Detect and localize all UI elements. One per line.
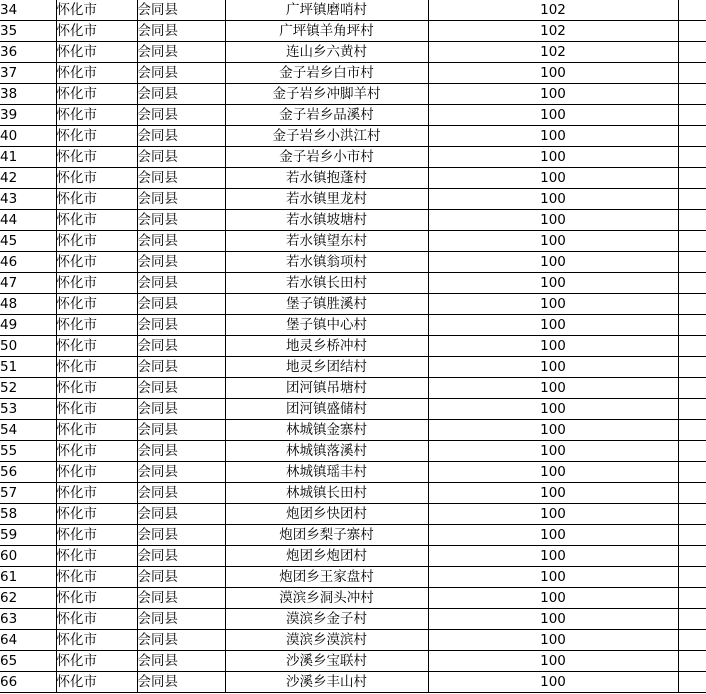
row-number-cell: 62 bbox=[0, 588, 56, 609]
county-cell: 会同县 bbox=[137, 210, 225, 231]
county-cell: 会同县 bbox=[137, 420, 225, 441]
table-row bbox=[0, 378, 706, 399]
village-cell: 沙溪乡宝联村 bbox=[225, 651, 428, 672]
table-row bbox=[0, 147, 706, 168]
empty-cell bbox=[678, 483, 706, 504]
row-number-cell: 36 bbox=[0, 42, 56, 63]
city-cell: 怀化市 bbox=[56, 168, 137, 189]
county-cell: 会同县 bbox=[137, 546, 225, 567]
value-cell: 100 bbox=[428, 294, 678, 315]
row-number-cell: 53 bbox=[0, 399, 56, 420]
village-cell: 连山乡六黄村 bbox=[225, 42, 428, 63]
table-row bbox=[0, 252, 706, 273]
value-cell: 100 bbox=[428, 378, 678, 399]
value-cell: 102 bbox=[428, 0, 678, 21]
empty-cell bbox=[678, 609, 706, 630]
value-cell: 100 bbox=[428, 147, 678, 168]
value-cell: 100 bbox=[428, 63, 678, 84]
value-cell: 100 bbox=[428, 168, 678, 189]
value-cell: 100 bbox=[428, 357, 678, 378]
village-cell: 漠滨乡金子村 bbox=[225, 609, 428, 630]
village-cell: 团河镇盛储村 bbox=[225, 399, 428, 420]
county-cell: 会同县 bbox=[137, 630, 225, 651]
village-cell: 若水镇翁项村 bbox=[225, 252, 428, 273]
row-number-cell: 54 bbox=[0, 420, 56, 441]
county-cell: 会同县 bbox=[137, 399, 225, 420]
value-cell: 100 bbox=[428, 609, 678, 630]
empty-cell bbox=[678, 504, 706, 525]
value-cell: 100 bbox=[428, 588, 678, 609]
county-cell: 会同县 bbox=[137, 252, 225, 273]
village-cell: 广坪镇磨哨村 bbox=[225, 0, 428, 21]
value-cell: 100 bbox=[428, 525, 678, 546]
table-row bbox=[0, 630, 706, 651]
row-number-cell: 38 bbox=[0, 84, 56, 105]
village-cell: 若水镇望东村 bbox=[225, 231, 428, 252]
village-cell: 地灵乡团结村 bbox=[225, 357, 428, 378]
table-row bbox=[0, 126, 706, 147]
row-number-cell: 40 bbox=[0, 126, 56, 147]
village-cell: 若水镇长田村 bbox=[225, 273, 428, 294]
row-number-cell: 61 bbox=[0, 567, 56, 588]
empty-cell bbox=[678, 546, 706, 567]
value-cell: 100 bbox=[428, 567, 678, 588]
village-cell: 炮团乡王家盘村 bbox=[225, 567, 428, 588]
value-cell: 100 bbox=[428, 420, 678, 441]
row-number-cell: 47 bbox=[0, 273, 56, 294]
city-cell: 怀化市 bbox=[56, 420, 137, 441]
county-cell: 会同县 bbox=[137, 357, 225, 378]
county-cell: 会同县 bbox=[137, 84, 225, 105]
row-number-cell: 60 bbox=[0, 546, 56, 567]
city-cell: 怀化市 bbox=[56, 105, 137, 126]
city-cell: 怀化市 bbox=[56, 357, 137, 378]
county-cell: 会同县 bbox=[137, 42, 225, 63]
row-number-cell: 46 bbox=[0, 252, 56, 273]
empty-cell bbox=[678, 294, 706, 315]
county-cell: 会同县 bbox=[137, 126, 225, 147]
row-number-cell: 45 bbox=[0, 231, 56, 252]
city-cell: 怀化市 bbox=[56, 42, 137, 63]
city-cell: 怀化市 bbox=[56, 588, 137, 609]
table-row bbox=[0, 567, 706, 588]
village-cell: 金子岩乡小洪江村 bbox=[225, 126, 428, 147]
city-cell: 怀化市 bbox=[56, 147, 137, 168]
row-number-cell: 51 bbox=[0, 357, 56, 378]
empty-cell bbox=[678, 315, 706, 336]
county-cell: 会同县 bbox=[137, 609, 225, 630]
table-row bbox=[0, 63, 706, 84]
row-number-cell: 39 bbox=[0, 105, 56, 126]
row-number-cell: 34 bbox=[0, 0, 56, 21]
row-number-cell: 42 bbox=[0, 168, 56, 189]
table-row bbox=[0, 399, 706, 420]
row-number-cell: 63 bbox=[0, 609, 56, 630]
row-number-cell: 50 bbox=[0, 336, 56, 357]
empty-cell bbox=[678, 567, 706, 588]
empty-cell bbox=[678, 168, 706, 189]
row-number-cell: 43 bbox=[0, 189, 56, 210]
value-cell: 100 bbox=[428, 273, 678, 294]
city-cell: 怀化市 bbox=[56, 63, 137, 84]
city-cell: 怀化市 bbox=[56, 126, 137, 147]
value-cell: 100 bbox=[428, 462, 678, 483]
city-cell: 怀化市 bbox=[56, 294, 137, 315]
table-row bbox=[0, 357, 706, 378]
village-cell: 若水镇抱蓬村 bbox=[225, 168, 428, 189]
county-cell: 会同县 bbox=[137, 273, 225, 294]
value-cell: 100 bbox=[428, 84, 678, 105]
empty-cell bbox=[678, 84, 706, 105]
table-row bbox=[0, 210, 706, 231]
city-cell: 怀化市 bbox=[56, 399, 137, 420]
village-cell: 地灵乡桥冲村 bbox=[225, 336, 428, 357]
village-cell: 林城镇金寨村 bbox=[225, 420, 428, 441]
value-cell: 102 bbox=[428, 42, 678, 63]
value-cell: 100 bbox=[428, 210, 678, 231]
village-cell: 团河镇吊塘村 bbox=[225, 378, 428, 399]
city-cell: 怀化市 bbox=[56, 336, 137, 357]
empty-cell bbox=[678, 462, 706, 483]
county-cell: 会同县 bbox=[137, 105, 225, 126]
table-row bbox=[0, 525, 706, 546]
value-cell: 100 bbox=[428, 483, 678, 504]
county-cell: 会同县 bbox=[137, 462, 225, 483]
county-cell: 会同县 bbox=[137, 63, 225, 84]
value-cell: 100 bbox=[428, 336, 678, 357]
county-cell: 会同县 bbox=[137, 504, 225, 525]
city-cell: 怀化市 bbox=[56, 630, 137, 651]
county-cell: 会同县 bbox=[137, 336, 225, 357]
city-cell: 怀化市 bbox=[56, 546, 137, 567]
city-cell: 怀化市 bbox=[56, 504, 137, 525]
row-number-cell: 35 bbox=[0, 21, 56, 42]
city-cell: 怀化市 bbox=[56, 231, 137, 252]
city-cell: 怀化市 bbox=[56, 609, 137, 630]
table-row bbox=[0, 504, 706, 525]
table-row bbox=[0, 189, 706, 210]
empty-cell bbox=[678, 147, 706, 168]
county-cell: 会同县 bbox=[137, 315, 225, 336]
village-cell: 炮团乡炮团村 bbox=[225, 546, 428, 567]
value-cell: 100 bbox=[428, 399, 678, 420]
village-cell: 金子岩乡小市村 bbox=[225, 147, 428, 168]
row-number-cell: 49 bbox=[0, 315, 56, 336]
empty-cell bbox=[678, 252, 706, 273]
city-cell: 怀化市 bbox=[56, 378, 137, 399]
empty-cell bbox=[678, 420, 706, 441]
empty-cell bbox=[678, 441, 706, 462]
village-cell: 金子岩乡品溪村 bbox=[225, 105, 428, 126]
city-cell: 怀化市 bbox=[56, 672, 137, 693]
village-cell: 金子岩乡冲脚羊村 bbox=[225, 84, 428, 105]
county-cell: 会同县 bbox=[137, 441, 225, 462]
city-cell: 怀化市 bbox=[56, 441, 137, 462]
village-cell: 林城镇瑶丰村 bbox=[225, 462, 428, 483]
village-cell: 广坪镇羊角坪村 bbox=[225, 21, 428, 42]
table-row bbox=[0, 483, 706, 504]
value-cell: 100 bbox=[428, 651, 678, 672]
row-number-cell: 37 bbox=[0, 63, 56, 84]
value-cell: 100 bbox=[428, 231, 678, 252]
value-cell: 100 bbox=[428, 315, 678, 336]
empty-cell bbox=[678, 105, 706, 126]
city-cell: 怀化市 bbox=[56, 252, 137, 273]
city-cell: 怀化市 bbox=[56, 483, 137, 504]
city-cell: 怀化市 bbox=[56, 315, 137, 336]
table-row bbox=[0, 609, 706, 630]
village-cell: 堡子镇中心村 bbox=[225, 315, 428, 336]
village-cell: 漠滨乡洞头冲村 bbox=[225, 588, 428, 609]
table-row bbox=[0, 651, 706, 672]
village-cell: 沙溪乡丰山村 bbox=[225, 672, 428, 693]
empty-cell bbox=[678, 588, 706, 609]
value-cell: 102 bbox=[428, 21, 678, 42]
county-cell: 会同县 bbox=[137, 378, 225, 399]
village-cell: 漠滨乡漠滨村 bbox=[225, 630, 428, 651]
county-cell: 会同县 bbox=[137, 189, 225, 210]
city-cell: 怀化市 bbox=[56, 525, 137, 546]
table-row bbox=[0, 420, 706, 441]
table-row bbox=[0, 336, 706, 357]
row-number-cell: 56 bbox=[0, 462, 56, 483]
value-cell: 100 bbox=[428, 189, 678, 210]
county-cell: 会同县 bbox=[137, 567, 225, 588]
county-cell: 会同县 bbox=[137, 294, 225, 315]
empty-cell bbox=[678, 336, 706, 357]
village-cell: 林城镇长田村 bbox=[225, 483, 428, 504]
village-cell: 炮团乡快团村 bbox=[225, 504, 428, 525]
empty-cell bbox=[678, 630, 706, 651]
empty-cell bbox=[678, 63, 706, 84]
county-cell: 会同县 bbox=[137, 588, 225, 609]
city-cell: 怀化市 bbox=[56, 273, 137, 294]
value-cell: 100 bbox=[428, 672, 678, 693]
county-cell: 会同县 bbox=[137, 483, 225, 504]
empty-cell bbox=[678, 210, 706, 231]
row-number-cell: 55 bbox=[0, 441, 56, 462]
county-cell: 会同县 bbox=[137, 672, 225, 693]
table-row bbox=[0, 0, 706, 21]
city-cell: 怀化市 bbox=[56, 462, 137, 483]
table-row bbox=[0, 168, 706, 189]
village-cell: 若水镇坡塘村 bbox=[225, 210, 428, 231]
table-row bbox=[0, 42, 706, 63]
empty-cell bbox=[678, 525, 706, 546]
table-row bbox=[0, 294, 706, 315]
value-cell: 100 bbox=[428, 105, 678, 126]
county-cell: 会同县 bbox=[137, 21, 225, 42]
table-row bbox=[0, 672, 706, 693]
empty-cell bbox=[678, 126, 706, 147]
county-cell: 会同县 bbox=[137, 147, 225, 168]
empty-cell bbox=[678, 189, 706, 210]
county-cell: 会同县 bbox=[137, 231, 225, 252]
village-cell: 林城镇落溪村 bbox=[225, 441, 428, 462]
county-cell: 会同县 bbox=[137, 525, 225, 546]
empty-cell bbox=[678, 42, 706, 63]
empty-cell bbox=[678, 21, 706, 42]
city-cell: 怀化市 bbox=[56, 21, 137, 42]
village-cell: 金子岩乡白市村 bbox=[225, 63, 428, 84]
empty-cell bbox=[678, 672, 706, 693]
value-cell: 100 bbox=[428, 441, 678, 462]
row-number-cell: 66 bbox=[0, 672, 56, 693]
county-cell: 会同县 bbox=[137, 0, 225, 21]
row-number-cell: 57 bbox=[0, 483, 56, 504]
city-cell: 怀化市 bbox=[56, 84, 137, 105]
empty-cell bbox=[678, 651, 706, 672]
row-number-cell: 44 bbox=[0, 210, 56, 231]
row-number-cell: 48 bbox=[0, 294, 56, 315]
row-number-cell: 64 bbox=[0, 630, 56, 651]
city-cell: 怀化市 bbox=[56, 189, 137, 210]
empty-cell bbox=[678, 378, 706, 399]
empty-cell bbox=[678, 0, 706, 21]
table-row bbox=[0, 21, 706, 42]
table-row bbox=[0, 462, 706, 483]
row-number-cell: 59 bbox=[0, 525, 56, 546]
county-cell: 会同县 bbox=[137, 651, 225, 672]
value-cell: 100 bbox=[428, 126, 678, 147]
row-number-cell: 41 bbox=[0, 147, 56, 168]
city-cell: 怀化市 bbox=[56, 651, 137, 672]
table-row bbox=[0, 546, 706, 567]
city-cell: 怀化市 bbox=[56, 210, 137, 231]
table-row bbox=[0, 315, 706, 336]
value-cell: 100 bbox=[428, 546, 678, 567]
table-row bbox=[0, 105, 706, 126]
value-cell: 100 bbox=[428, 630, 678, 651]
city-cell: 怀化市 bbox=[56, 567, 137, 588]
table-row bbox=[0, 441, 706, 462]
empty-cell bbox=[678, 231, 706, 252]
empty-cell bbox=[678, 273, 706, 294]
row-number-cell: 58 bbox=[0, 504, 56, 525]
table-row bbox=[0, 84, 706, 105]
table-row bbox=[0, 588, 706, 609]
village-cell: 堡子镇胜溪村 bbox=[225, 294, 428, 315]
table-row bbox=[0, 273, 706, 294]
empty-cell bbox=[678, 357, 706, 378]
village-cell: 炮团乡梨子寨村 bbox=[225, 525, 428, 546]
value-cell: 100 bbox=[428, 504, 678, 525]
value-cell: 100 bbox=[428, 252, 678, 273]
empty-cell bbox=[678, 399, 706, 420]
table-row bbox=[0, 231, 706, 252]
city-cell: 怀化市 bbox=[56, 0, 137, 21]
county-cell: 会同县 bbox=[137, 168, 225, 189]
row-number-cell: 65 bbox=[0, 651, 56, 672]
row-number-cell: 52 bbox=[0, 378, 56, 399]
village-cell: 若水镇里龙村 bbox=[225, 189, 428, 210]
